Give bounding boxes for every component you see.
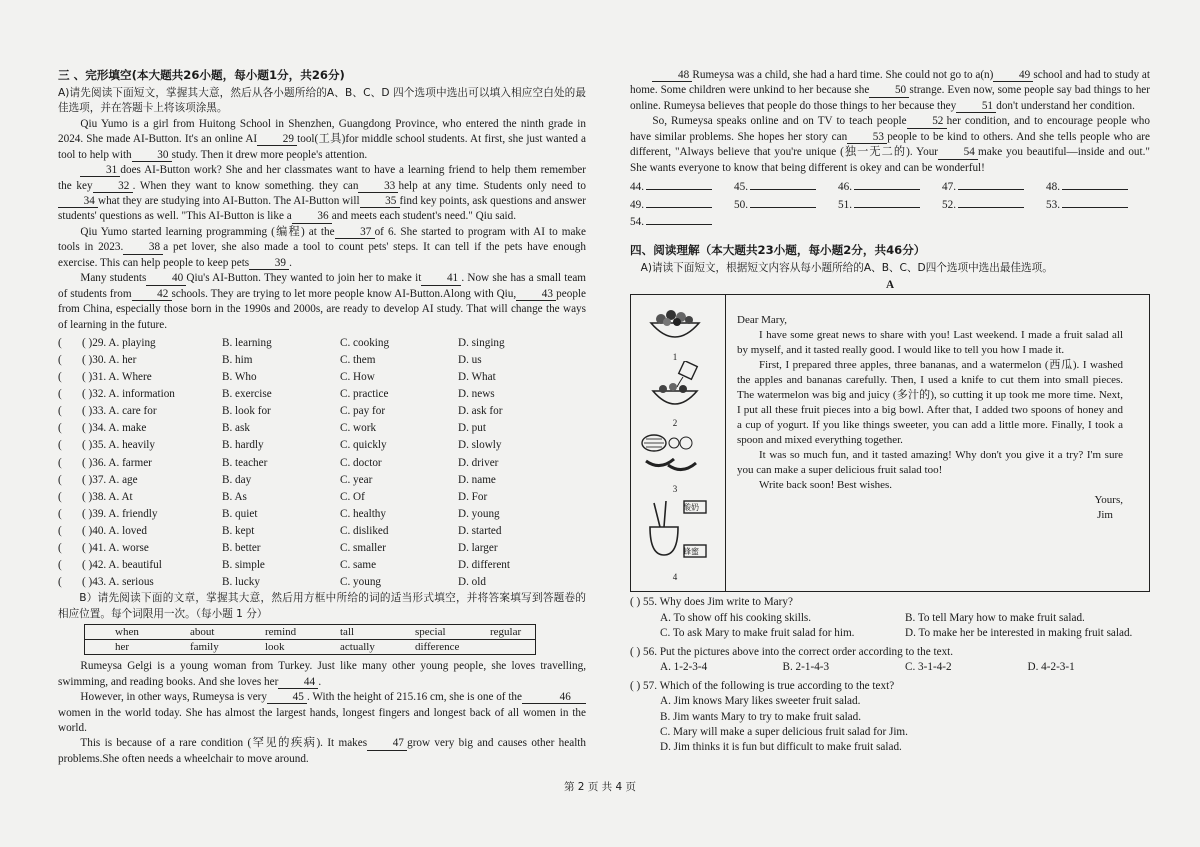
option-57-a[interactable]: A. Jim knows Mary likes sweeter fruit salad. [660,695,861,708]
option-row-31: ( ( )31. A. Where B. Who C. How D. What [58,369,586,386]
word-option: when [115,626,139,639]
word-option: tall [340,626,355,639]
letter-paragraph-3: It was so much fun, and it tasted amazing! Why don't you give it a try? I'm sure you can make a super delicious fruit salad too! [737,448,1123,476]
option-56-b[interactable]: B. 2-1-4-3 [782,661,830,674]
option-row-37: ( ( )37. A. age B. day C. year D. name [58,472,586,489]
letter-closing: Yours, [1094,493,1123,506]
picture-3-fruits: 3 [637,431,713,495]
option-56-d[interactable]: D. 4-2-3-1 [1027,661,1075,674]
answer-line-45[interactable]: 45. [734,180,838,195]
word-option: special [415,626,446,639]
passage-label: A [885,278,895,291]
answer-bracket[interactable]: ( [58,541,62,554]
option-55-c[interactable]: C. To ask Mary to make fruit salad for him. [660,627,855,640]
option-row-43: ( ( )43. A. serious B. lucky C. young D. old [58,574,586,591]
cloze-paragraph-3: Qiu Yumo started learning programming (编程) at the 37 of 6. She started to program with AI to make tools in 2023. 38 a pet lover, she also made a tool to count pets' steps. It can tell if the pets have enough exercise. This can help people to keep pets 39 . [58,225,586,269]
answer-bracket[interactable]: ( [58,353,62,366]
picture-2-pouring-yogurt: 2 [637,361,713,429]
option-row-35: ( ( )35. A. heavily B. hardly C. quickly D. slowly [58,438,586,455]
word-option: remind [265,626,297,639]
word-box [84,624,536,655]
answer-bracket[interactable]: ( [58,422,62,435]
option-56-c[interactable]: C. 3-1-4-2 [905,661,952,674]
answer-bracket[interactable]: ( [58,439,62,452]
option-row-42: ( ( )42. A. beautiful B. simple C. same D. different [58,557,586,574]
question-56: ( ) 56. Put the pictures above into the correct order according to the text. A. 1-2-3-4 B. 2-1-4-3 C. 3-1-4-2 D. 4-2-3-1 [630,645,1150,676]
picture-1-salad-bowl: 1 [637,301,713,363]
option-56-a[interactable]: A. 1-2-3-4 [660,661,708,674]
option-57-b[interactable]: B. Jim wants Mary to try to make fruit salad. [660,710,862,723]
picture-4-honey-yogurt: 4 酸奶 蜂蜜 [637,497,713,583]
option-row-29: ( ( )29. A. playing B. learning C. cooking D. singing [58,335,586,352]
option-57-c[interactable]: C. Mary will make a super delicious fruit salad for Jim. [660,725,908,738]
letter-signature: Jim [1097,508,1113,521]
word-option: family [190,641,219,654]
option-row-38: ( ( )38. A. At B. As C. Of D. For [58,489,586,506]
yogurt-label: 酸奶 [683,503,699,513]
option-row-40: ( ( )40. A. loved B. kept C. disliked D. started [58,523,586,540]
letter-box [630,294,1150,592]
answer-line-54[interactable]: 54. [630,215,734,230]
option-row-36: ( ( )36. A. farmer B. teacher C. doctor D. driver [58,455,586,472]
passage-b-paragraph-3: This is because of a rare condition (罕见的疾病). It makes 47 grow very big and causes other health problems.She often needs a wheelchair to move around. [58,737,587,765]
word-option: about [190,626,215,639]
answer-bracket[interactable]: ( [58,371,62,384]
page-footer: 第 2 页 共 4 页 [563,781,637,793]
letter-text [737,313,1123,522]
right-column [630,68,1150,756]
option-row-41: ( ( )41. A. worse B. better C. smaller D. larger [58,540,586,557]
section3-title: 三 、完形填空(本大题共26小题，每小题1分，共26分) [58,68,345,82]
pouring-bowl-icon [645,361,705,413]
answer-bracket[interactable]: ( [58,507,62,520]
salad-bowl-icon [645,301,705,347]
section3-instruction-a: A)请先阅读下面短文，掌握其大意，然后从各小题所给的A、B、C、D 四个选项中选出可以填入相应空白处的最佳选项，并在答题卡上将该项涂黑。 [58,86,586,115]
answer-bracket[interactable]: ( [58,524,62,537]
answer-bracket[interactable]: ( [58,490,62,503]
answer-bracket[interactable]: ( [58,559,62,572]
answer-bracket[interactable]: ( [58,473,62,486]
answer-bracket[interactable]: ( [58,576,62,589]
option-row-33: ( ( )33. A. care for B. look for C. pay for D. ask for [58,403,586,420]
answer-line-50[interactable]: 50. [734,198,838,213]
passage-b-paragraph-5: So, Rumeysa speaks online and on TV to teach people 52 her condition, and to encourage people who have similar problems. She hopes her story can 53 people to be kind to others. And she tells people who are different, "Always believe that you're unique (独一无二的). Your 54 make you beautiful—inside and out." She wants everyone to know that being different is okey and can be wonderful! [630,115,1150,174]
word-option: difference [415,641,460,654]
letter-paragraph-4: Write back soon! Best wishes. [759,478,893,491]
cloze-paragraph-1: Qiu Yumo is a girl from Huitong School in Shenzhen, Guangdong Province, who entered the ninth grade in 2024. She made AI-Button. It's an online AI 29 tool(工具)for middle school students. At first, she just wanted a tool to help with 30 study. Then it drew more people's attention. [58,117,586,161]
letter-paragraph-1: I have some great news to share with you! Last weekend. I made a fruit salad all by myself, and it tasted really good. I would like to tell you how I made it. [737,329,1123,357]
answer-line-51[interactable]: 51. [838,198,942,213]
answer-bracket[interactable]: ( [58,336,62,349]
option-55-d[interactable]: D. To make her be interested in making fruit salad. [905,627,1133,640]
option-55-a[interactable]: A. To show off his cooking skills. [660,611,812,624]
option-row-32: ( ( )32. A. information B. exercise C. practice D. news [58,386,586,403]
answer-line-52[interactable]: 52. [942,198,1046,213]
letter-greeting: Dear Mary, [737,314,787,327]
word-option: regular [490,626,522,639]
left-column [58,68,586,767]
option-55-b[interactable]: B. To tell Mary how to make fruit salad. [905,611,1085,624]
section4-instruction: A)请读下面短文，根据短文内容从每小题所给的A、B、C、D四个选项中选出最佳选项。 [640,261,1053,274]
question-55: ( ) 55. Why does Jim write to Mary? A. To show off his cooking skills. B. To tell Mary how to make fruit salad. C. To ask Mary to make fruit salad for him. D. To make her be interested in making fruit salad. [630,595,1150,641]
answer-bracket[interactable]: ( [58,388,62,401]
question-57: ( ) 57. Which of the following is true according to the text? A. Jim knows Mary likes sweeter fruit salad. B. Jim wants Mary to try to make fruit salad. C. Mary will make a super delicious fruit salad for Jim. D. Jim thinks it is fun but difficult to make fruit salad. [630,679,1150,756]
option-row-34: ( ( )34. A. make B. ask C. work D. put [58,421,586,438]
word-option: look [265,641,285,654]
answer-line-47[interactable]: 47. [942,180,1046,195]
honey-label: 蜂蜜 [683,547,699,557]
cloze-options [58,335,586,591]
answer-line-46[interactable]: 46. [838,180,942,195]
fruits-icon [640,431,710,479]
cloze-paragraph-2: 31 does AI-Button work? She and her classmates want to have a learning friend to help them remember the key 32 . When they want to know something. they can 33 help at any time. Students only need to34 what they are studying into AI-Button. The AI-Button will 35 find key points, ask questions and answer students' questions as well. "This AI-Button is like a 36 and meets each student's need." Qiu said. [58,164,587,223]
option-row-30: ( ( )30. A. her B. him C. them D. us [58,352,586,369]
passage-b-paragraph-1: Rumeysa Gelgi is a young woman from Turkey. Just like many other young people, she loves travelling, swimming, and reading books. And she loves her 44 . [58,660,586,688]
answer-lines [630,180,1150,230]
passage-b-paragraph-4: 48 Rumeysa was a child, she had a hard time. She could not go to a(n) 49 school and had to study at home. Some children were unkind to her because she 50 strange. Even now, some people say bad things to her online. Rumeysa believes that people do those things to her because they 51 don't understand her condition. [630,69,1150,112]
letter-paragraph-2: First, I prepared three apples, three bananas, and a watermelon (西瓜). I washed the apples and bananas carefully. Then, I used a knife to cut them into small pieces. The watermelon was big and juicy (多汁的), so cutting it up took me more time. Next, I put all these fruit pieces into a big bowl. After that, I added two spoons of honey and a cup of yogurt. If you like things sweeter, you can add a little more. Finally, I took a spoon and mixed everything together. [737,359,1123,446]
section3-instruction-b: B）请先阅读下面的文章，掌握其大意，然后用方框中所给的词的适当形式填空，并将答案填写到答题卷的 相应位置。每个词限用一次。（每小题 1 分） [58,592,586,620]
option-row-39: ( ( )39. A. friendly B. quiet C. healthy D. young [58,506,586,523]
word-option: actually [340,641,375,654]
answer-line-44[interactable]: 44. [630,180,734,195]
answer-bracket[interactable]: ( [58,456,62,469]
answer-bracket[interactable]: ( [58,405,62,418]
honey-yogurt-icon [640,497,710,567]
passage-b-paragraph-2: However, in other ways, Rumeysa is very 45 . With the height of 215.16 cm, she is one of the 46women in the world today. She has almost the largest hands, longest fingers and longest back of all women in the world. [58,691,586,734]
answer-line-48[interactable]: 48. [1046,180,1150,195]
cloze-paragraph-4: Many students 40 Qiu's AI-Button. They wanted to join her to make it 41 . Now she has a small team of students from 42 schools. They are trying to let more people know AI-Button.Along with Qiu, 43 people from China, especially those born in the 1990s and 2000s, are ready to develop AI study. That will change the ways of learning in the future. [58,272,586,331]
option-57-d[interactable]: D. Jim thinks it is fun but difficult to make fruit salad. [660,741,902,754]
section4-title: 四、阅读理解（本大题共23小题，每小题2分，共46分） [630,242,926,257]
recipe-pictures [631,295,726,591]
word-option: her [115,641,130,654]
answer-line-49[interactable]: 49. [630,198,734,213]
answer-line-53[interactable]: 53. [1046,198,1150,213]
